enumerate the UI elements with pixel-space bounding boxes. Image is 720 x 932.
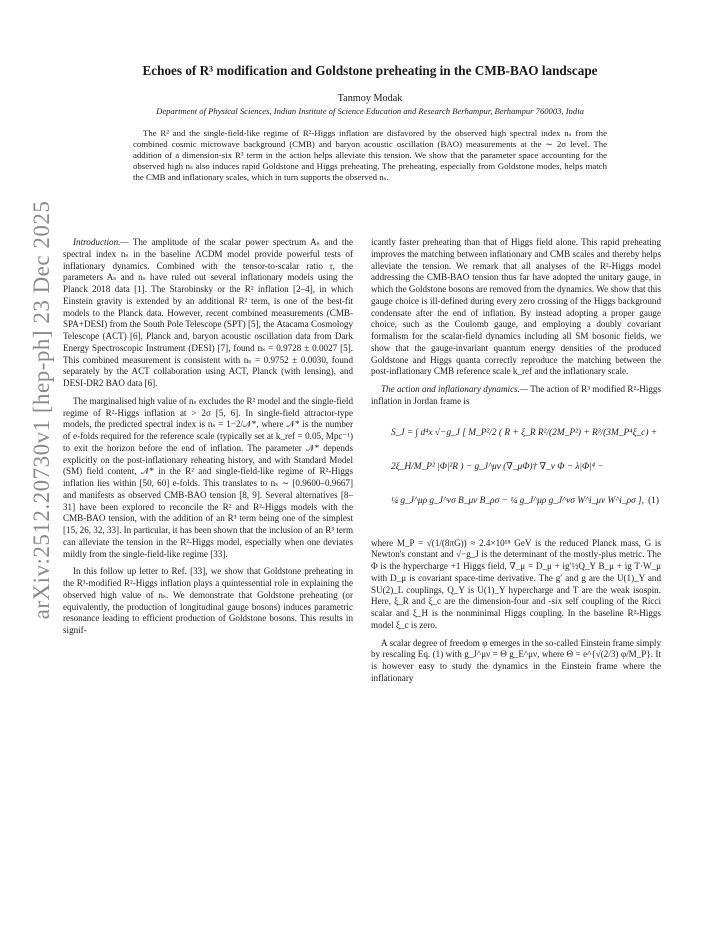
action-text: The action of R³ modified R²-Higgs inflation in Jordan frame is <box>371 384 661 406</box>
paragraph: A scalar degree of freedom φ emerges in the so-called Einstein frame simply by rescaling Eq. (1) with g_J^μν = Θ g_E^μν, where Θ = e^{√(2/3) φ/M_P}. It is however easy to study the dynamics in the Einstein frame where the inflationary <box>371 637 661 683</box>
left-column <box>63 237 353 643</box>
author: Tanmoy Modak <box>337 93 403 104</box>
equation-1 <box>371 414 661 530</box>
section-heading-introduction: Introduction.— <box>73 237 129 247</box>
abstract: The R² and the single-field-like regime of R²-Higgs inflation are disfavored by the observed high spectral index nₛ from the combined cosmic microwave background (CMB) and baryon acoustic oscillation (BAO) measurements at the ∼ 2σ level. The addition of a dimension-six R³ term in the action helps alleviate this tension. We show that the parameter space accounting for the observed high nₛ also induces rapid Goldstone and Higgs preheating. The preheating, especially from Goldstone modes, helps match the CMB and inflationary scales, which in turn supports the observed nₛ. <box>133 128 607 183</box>
action-paragraph <box>371 384 661 408</box>
paper-title: Echoes of R³ modification and Goldstone preheating in the CMB-BAO landscape <box>142 63 598 78</box>
equation-line: S_J = ∫ d⁴x √−g_J [ M_P²/2 ( R + ξ_R R²/(2M_P²) + R³/(3M_P⁴ξ_c) + <box>391 427 658 438</box>
paragraph: The marginalised high value of nₛ excludes the R² model and the single-field regime of R²-Higgs inflation at > 2σ [5, 6]. In single-field attractor-type models, the predicted spectral index is nₛ = 1−2/𝒩*, where 𝒩* is the number of e-folds required for the reference scale (typically set at k_ref = 0.05, Mpc⁻¹) to exit the horizon before the end of inflation. The parameter 𝒩* depends explicitly on the post-inflationary reheating history, and with Standard Model (SM) field content, 𝒩* in the R² and single-field-like regime of R²-Higgs inflation lies within [50, 60] e-folds. This translates to nₛ ∼ [0.9600–0.9667] and manifests as observed CMB-BAO tension [8, 9]. Several alternatives [8–31] have been explored to reconcile the R² and R²-Higgs models with the CMB-BAO tension, with the addition of an R³ term being one of the simplest [15, 26, 32, 33]. In particular, it has been shown that the inclusion of an R³ term can alleviate the tension in the R²-Higgs model, especially when one deviates mildly from the single-field-like regime [33]. <box>63 395 354 559</box>
equation-line: ¼ g_J^μρ g_J^νσ B_μν B_ρσ − ¼ g_J^μρ g_J^νσ W^i_μν W^i_ρσ ], <box>391 495 645 506</box>
arxiv-identifier: arXiv:2512.20730v1 [hep-ph] 23 Dec 2025 <box>29 200 54 620</box>
equation-number: (1) <box>648 495 659 506</box>
section-heading-action: The action and inflationary dynamics.— <box>381 384 529 394</box>
paragraph: icantly faster preheating than that of Higgs field alone. This rapid preheating improves the matching between inflationary and CMB scales and thereby helps alleviate the tension. We remark that all analyses of the R²-Higgs model addressing the CMB-BAO tension thus far have adopted the unitary gauge, in which the Goldstone bosons are removed from the dynamics. We show that this gauge choice is ill-defined during every zero crossing of the Higgs background condensate after the end of inflation. By instead adopting a proper gauge choice, such as the Coulomb gauge, and employing a doubly covariant formalism for the scalar-field dynamics including all SM bosonic fields, we show that the gauge-invariant quantum energy densities of the produced Goldstone and Higgs quanta correctly reproduce the matching between the post-inflationary CMB reference scale k_ref and the inflationary scale. <box>371 237 661 377</box>
paragraph: In this follow up letter to Ref. [33], we show that Goldstone preheating in the R³-modified R²-Higgs inflation plays a quintessential role in explaining the observed high value of nₛ. We demonstrate that Goldstone preheating (or equivalently, the production of longitudinal gauge bosons) induces parametric resonance leading to efficient production of Goldstone bosons. This results in signif- <box>63 566 353 635</box>
intro-paragraph <box>63 237 353 390</box>
intro-text: The amplitude of the scalar power spectrum Aₛ and the spectral index nₛ in the baseline ΛCDM model provide powerful tests of inflationary dynamics. Combined with the tensor-to-scalar ratio r, the parameters Aₛ and nₛ have ruled out several inflationary models using the Planck 2018 data [1]. The Starobinsky or the R² inflation [2–4], in which Einstein gravity is extended by an additional R² term, is one of the best-fit models to the Planck data. However, recent combined measurements (CMB-SPA+DESI) from the South Pole Telescope (SPT) [5], the Atacama Cosmology Telescope (ACT) [6], Planck and, baryon acoustic oscillation data from Dark Energy Spectroscopic Instrument (DESI) [7], found nₛ = 0.9728 ± 0.0027 [5]. This combined measurement is consistent with nₛ = 0.9752 ± 0.0030, found separately by the ACT collaboration using ACT, Planck (with lensing), and DESI-DR2 BAO data [6]. <box>63 237 353 388</box>
affiliation: Department of Physical Sciences, Indian Institute of Science Education and Research Berhampur, Berhampur 760003, India <box>156 106 584 116</box>
paragraph: where M_P = √(1/(8πG)) ≈ 2.4×10¹⁸ GeV is the reduced Planck mass, G is Newton's constant and √−g_J is the determinant of the mostly-plus metric. The Φ is the hypercharge +1 Higgs field, ∇_μ = D_μ + ig′½Q_Y B_μ + ig T·W_μ with D_μ is covariant space-time derivative. The g′ and g are the U(1)_Y and SU(2)_L couplings, Q_Y is U(1)_Y hypercharge and T are the weak isospin. Here, ξ_R and ξ_c are the dimension-four and -six self coupling of the Ricci scalar and ξ_H is the nonminimal Higgs coupling. In the baseline R²-Higgs model ξ_c is zero. <box>371 537 661 630</box>
right-column <box>371 237 661 691</box>
equation-line: 2ξ_H/M_P² |Φ|²R ) − g_J^μν (∇_μΦ)† ∇_ν Φ − λ|Φ|⁴ − <box>391 461 604 472</box>
